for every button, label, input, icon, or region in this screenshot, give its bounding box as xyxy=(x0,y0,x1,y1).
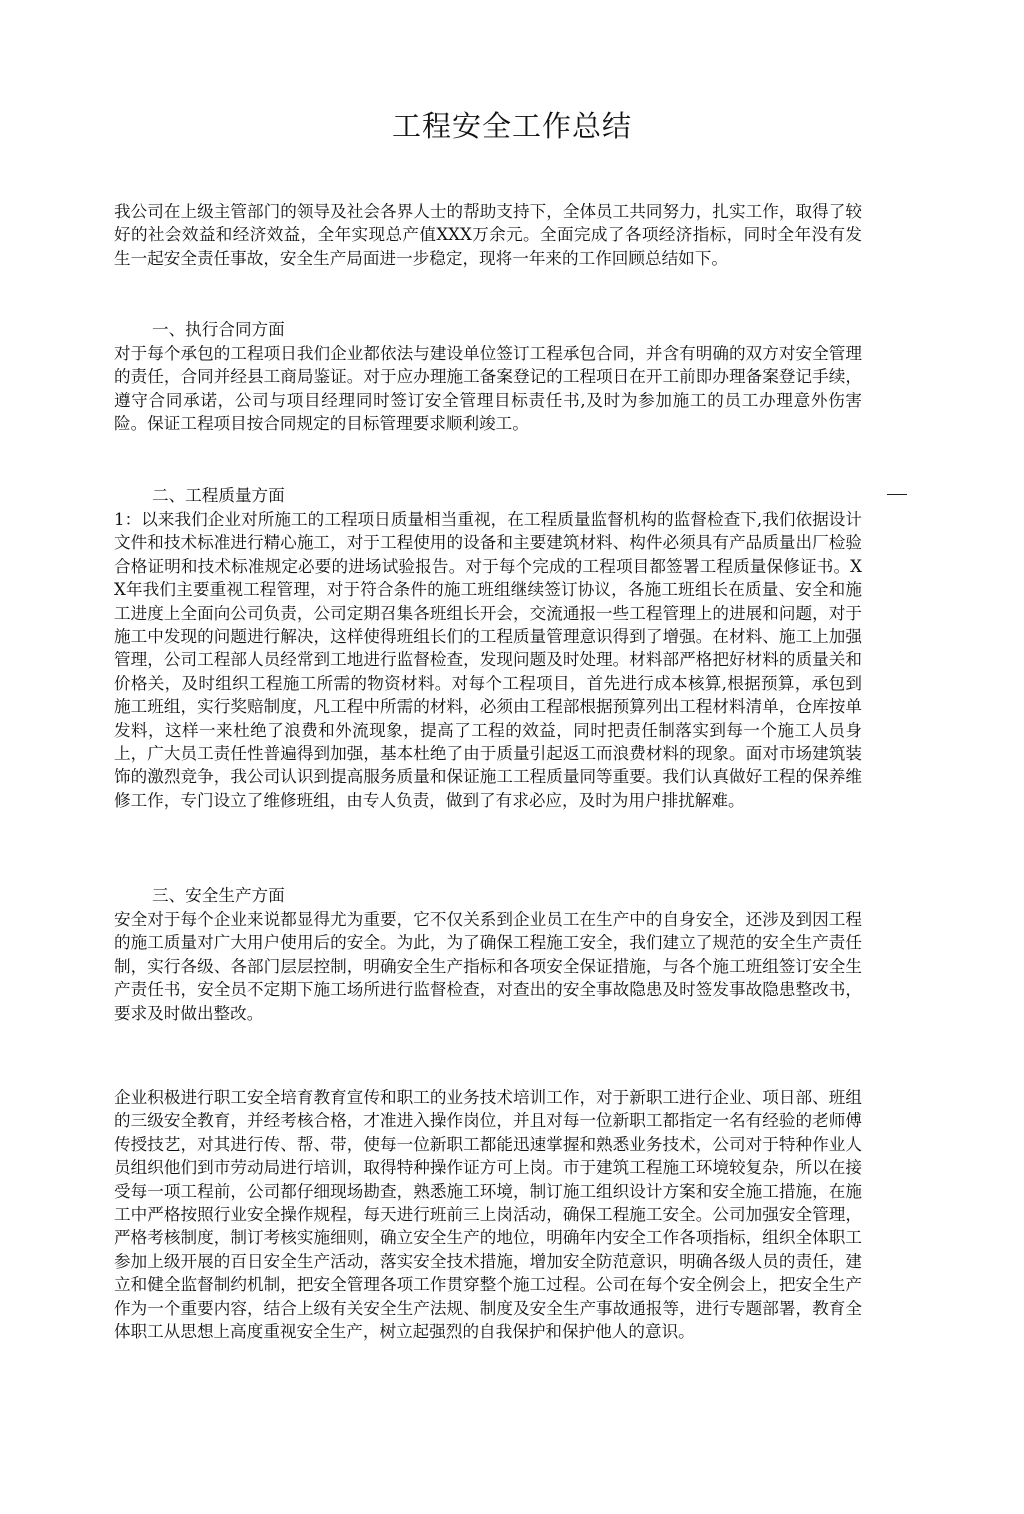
section-heading-quality: 二、工程质量方面 xyxy=(152,486,285,505)
margin-dash-mark xyxy=(887,494,907,495)
section-heading-safety: 三、安全生产方面 xyxy=(152,886,285,905)
document-title: 工程安全工作总结 xyxy=(391,109,632,143)
section-body-safety: 安全对于每个企业来说都显得尤为重要，它不仅关系到企业员工在生产中的自身安全，还涉及到因工程的施工质量对广大用户使用后的安全。为此，为了确保工程施工安全，我们建立了规范的安全生产责任制，实行各级、各部门层层控制，明确安全生产指标和各项安全保证措施，与各个施工班组签订安全生产责任书，安全员不定期下施工场所进行监督检查，对查出的安全事故隐患及时签发事故隐患整改书，要求及时做出整改。 xyxy=(114,910,862,1023)
intro-paragraph: 我公司在上级主管部门的领导及社会各界人士的帮助支持下，全体员工共同努力，扎实工作，取得了较好的社会效益和经济效益，全年实现总产值XXX万余元。全面完成了各项经济指标，同时全年没有发生一起安全责任事故，安全生产局面进一步稳定，现将一年来的工作回顾总结如下。 xyxy=(114,202,862,268)
section-heading-contract: 一、执行合同方面 xyxy=(152,320,285,339)
section-body-quality: 1：以来我们企业对所施工的工程项日质量相当重视，在工程质量监督机构的监督检查下,我们依据设计文件和技术标准进行精心施工，对于工程使用的设备和主要建筑材料、构件必须具有产品质量出厂检验合格证明和技术标准规定必要的进场试验报告。对于每个完成的工程项目都签署工程质量保修证书。XX年我们主要重视工程管理，对于符合条件的施工班组继续签订协议，各施工班组长在质量、安全和施工进度上全面向公司负责，公司定期召集各班组长开会，交流通报一些工程管理上的进展和问题，对于施工中发现的问题进行解决，这样使得班组长们的工程质量管理意识得到了增强。在材料、施工上加强管理，公司工程部人员经常到工地进行监督检查，发现问题及时处理。材料部严格把好材料的质量关和价格关，及时组织工程施工所需的物资材料。对每个工程项目，首先进行成本核算,根据预算，承包到施工班组，实行奖赔制度，凡工程中所需的材料，必须由工程部根据预算列出工程材料清单，仓库按单发料，这样一来杜绝了浪费和外流现象，提高了工程的效益，同时把责任制落实到每一个施工人员身上，广大员工责任性普遍得到加强，基本杜绝了由于质量引起返工而浪费材料的现象。面对市场建筑装饰的激烈竞争，我公司认识到提高服务质量和保证施工工程质量同等重要。我们认真做好工程的保养维修工作，专门设立了维修班组，由专人负责，做到了有求必应，及时为用户排扰解难。 xyxy=(114,510,862,810)
closing-paragraph: 企业积极进行职工安全培育教育宣传和职工的业务技术培训工作，对于新职工进行企业、项日部、班组的三级安全教育，并经考核合格，才准进入操作岗位，并且对每一位新职工都指定一名有经验的老师傅传授技艺，对其进行传、帮、带，使每一位新职工都能迅速掌握和熟悉业务技术，公司对于特种作业人员组织他们到市劳动局进行培训，取得特种操作证方可上岗。市于建筑工程施工环境较复杂，所以在接受每一项工程前，公司都仔细现场勘查，熟悉施工环境，制订施工组织设计方案和安全施工措施，在施工中严格按照行业安全操作规程，每天进行班前三上岗活动，确保工程施工安全。公司加强安全管理，严格考核制度，制订考核实施细则，确立安全生产的地位，明确年内安全工作各项指标，组织全体职工参加上级开展的百日安全生产活动，落实安全技术措施，增加安全防范意识，明确各级人员的责任，建立和健全监督制约机制，把安全管理各项工作贯穿整个施工过程。公司在每个安全例会上，把安全生产作为一个重要内容，结合上级有关安全生产法规、制度及安全生产事故通报等，进行专题部署，教育全体职工从思想上高度重视安全生产，树立起强烈的自我保护和保护他人的意识。 xyxy=(114,1088,862,1342)
section-body-contract: 对于每个承包的工程项日我们企业都依法与建设单位签订工程承包合同，并含有明确的双方对安全管理的责任，合同并经县工商局鉴证。对于应办理施工备案登记的工程项日在开工前即办理备案登记手续，遵守合同承诺，公司与项目经理同时签订安全管理目标责任书,及时为参加施工的员工办理意外伤害险。保证工程项目按合同规定的目标管理要求顺利竣工。 xyxy=(114,344,862,434)
